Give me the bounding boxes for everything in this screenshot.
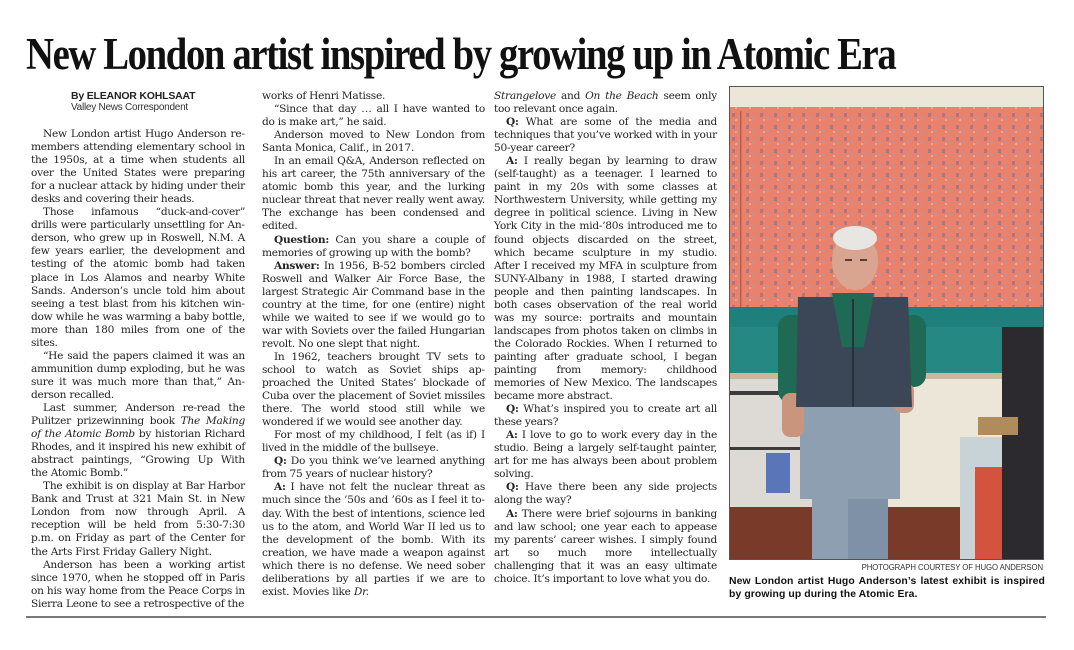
byline-role: Valley News Correspondent	[71, 102, 188, 113]
qa-label: Q:	[506, 116, 519, 129]
article-paragraph	[31, 559, 245, 611]
paragraph-text: Anderson moved to New London from Santa Monica, Calif., in 2017.	[262, 129, 485, 155]
paragraph-text: What are some of the media and techniques that you’ve worked with in your 50-year career?	[494, 116, 717, 155]
article-paragraph	[262, 260, 485, 351]
paragraph-text: I love to go to work every day in the studio. Being a largely self-taught painter, art for me has always been about problem solving.	[494, 429, 717, 481]
paragraph-text: In 1962, teachers brought TV sets to school to watch as Soviet ships approached the United States’ blockade of Cuba over the placement of Soviet missiles there. The world stood still while we wondered if we would see another day.	[262, 350, 485, 429]
paragraph-text: For most of my childhood, I felt (as if) I lived in the middle of the bullseye.	[262, 429, 485, 455]
article-column-2	[262, 90, 485, 599]
article-paragraph	[262, 129, 485, 155]
photo-illustration	[730, 87, 1043, 559]
paragraph-text: In 1956, B-52 bombers circled Roswell and Walker Air Force Base, the largest Strategic Air Command base in the country at the time, for one (entire) night while we waited to see if we would go to war with Soviets over the failed Hungarian revolt. No one slept that night.	[262, 259, 485, 350]
italic-title: Strangelove	[494, 90, 557, 102]
article-paragraph	[262, 103, 485, 129]
article-paragraph	[31, 206, 245, 350]
paragraph-text: works of Henri Matisse.	[262, 90, 386, 102]
article-paragraph	[262, 155, 485, 233]
article-paragraph	[262, 234, 485, 260]
italic-title: The Making of the Atomic Bomb	[31, 415, 245, 441]
paragraph-text: “He said the papers claimed it was an ammunition dump exploding, but he was sure it was much more than that,” Anderson recalled.	[31, 349, 245, 401]
qa-label: Q:	[274, 455, 287, 468]
article-paragraph	[262, 429, 485, 455]
paragraph-text: In an email Q&A, Anderson reflected on his art career, the 75th anniversary of the atomic bomb this year, and the lurking nuclear threat that never really went away. The exchange has been condensed and edited.	[262, 155, 485, 233]
column-2-body	[262, 90, 485, 599]
headline: New London artist inspired by growing up in Atomic Era	[26, 29, 896, 79]
bottom-rule	[26, 616, 1046, 618]
paragraph-text: New London artist Hugo Anderson remembers attending elementary school in the 1950s, at a time when students all over the United States were preparing for a nuclear attack by hiding under their desks and covering their heads.	[31, 128, 245, 206]
qa-label: Q:	[506, 481, 519, 494]
paragraph-text: I have not felt the nuclear threat as much since the ’50s and ’60s as I feel it today. With the best of intentions, science led us to the atom, and World War II led us to the development of the bomb. With its creation, we have made a weapon against which there is no defense. We need sober deliberations by all parties if we are to exist. Movies like	[262, 481, 485, 598]
article-paragraph	[494, 155, 717, 403]
italic-title: Dr.	[353, 585, 369, 598]
paragraph-text: What’s inspired you to create art all these years?	[494, 403, 717, 429]
paragraph-text: and	[556, 90, 586, 102]
article-paragraph	[31, 402, 245, 480]
paragraph-text: Do you think we’ve learned anything from 75 years of nuclear history?	[262, 455, 485, 481]
column-1-body	[31, 128, 245, 611]
qa-label: A:	[506, 429, 518, 442]
artist-photo	[729, 86, 1044, 560]
paragraph-text: Last summer, Anderson re-read the Pulitzer prizewinning book	[31, 401, 245, 428]
paragraph-text: Have there been any side projects along the way?	[494, 481, 717, 507]
paragraph-text: Anderson has been a working artist since 1970, when he stopped off in Paris on his way home from the Peace Corps in Sierra Leone to see a retrospective of the	[31, 558, 245, 610]
italic-title: On the Beach	[585, 90, 659, 102]
qa-label: Question:	[274, 233, 329, 246]
paragraph-text: by historian Richard Rhodes, and it inspired his new exhibit of abstract paintings, “Growing Up With the Atomic Bomb.”	[31, 428, 245, 480]
article-paragraph	[494, 90, 717, 116]
paragraph-text: Those infamous “duck-and-cover” drills were particularly unsettling for Anderson, who grew up in Roswell, N.M. A few years earlier, the development and testing of the atomic bomb had taken place in Los Alamos and nearby White Sands. Anderson’s uncle told him about seeing a test blast from his kitchen window while he was warming a baby bottle, more than 180 miles from one of the sites.	[31, 206, 245, 349]
qa-label: Answer:	[274, 259, 320, 272]
byline	[71, 90, 201, 114]
article-paragraph	[31, 480, 245, 558]
photo-credit: PHOTOGRAPH COURTESY OF HUGO ANDERSON	[861, 563, 1043, 572]
qa-label: A:	[274, 481, 286, 494]
article-paragraph	[262, 481, 485, 598]
article-paragraph	[262, 455, 485, 481]
article-paragraph	[31, 128, 245, 206]
photo-caption: New London artist Hugo Anderson’s latest exhibit is inspired by growing up during the Atomic Era.	[729, 576, 1045, 600]
qa-label: Q:	[506, 403, 519, 416]
qa-label: A:	[506, 507, 518, 520]
article-paragraph	[494, 403, 717, 429]
qa-label: A:	[506, 155, 518, 168]
paragraph-text: seem only too relevant once again.	[494, 90, 718, 116]
column-3-body	[494, 90, 717, 586]
article-paragraph	[494, 116, 717, 155]
article-paragraph	[494, 429, 717, 481]
article-paragraph	[262, 351, 485, 429]
article-column-1	[31, 90, 245, 611]
article-paragraph	[494, 508, 717, 586]
article-column-3	[494, 90, 717, 586]
article-paragraph	[31, 350, 245, 402]
paragraph-text: There were brief sojourns in banking and law school; one year each to appease my parents’ career wishes. I simply found art so much more intellectually challenging that it was an easy ultimate choice. It’s important to love what you do.	[494, 507, 717, 585]
paragraph-text: “Since that day … all I have wanted to do is make art,” he said.	[262, 103, 485, 129]
byline-author: By ELEANOR KOHLSAAT	[71, 90, 196, 102]
article-paragraph	[262, 90, 485, 103]
paragraph-text: The exhibit is on display at Bar Harbor Bank and Trust at 321 Main St. in New London from now through April. A reception will be held from 5:30-7:30 p.m. on Friday as part of the Center for the Arts First Friday Gallery Night.	[31, 480, 245, 558]
article-paragraph	[494, 481, 717, 507]
paragraph-text: I really began by learning to draw (self-taught) as a teenager. I learned to paint in my 20s with some classes at Northwestern University, while getting my degree in political science. Living in New York City in the mid-’80s introduced me to found objects discarded on the street, which became sculpture in my studio. After I received my MFA in sculpture from SUNY-Albany in 1988, I started drawing people and then painting landscapes. In both cases observation of the real world was my source: portraits and mountain landscapes from photos taken on climbs in the Colorado Rockies. When I returned to painting after graduate school, I began painting from memory: childhood memories of New Mexico. The landscapes became more abstract.	[494, 155, 717, 403]
paragraph-text: Can you share a couple of memories of growing up with the bomb?	[262, 233, 485, 259]
